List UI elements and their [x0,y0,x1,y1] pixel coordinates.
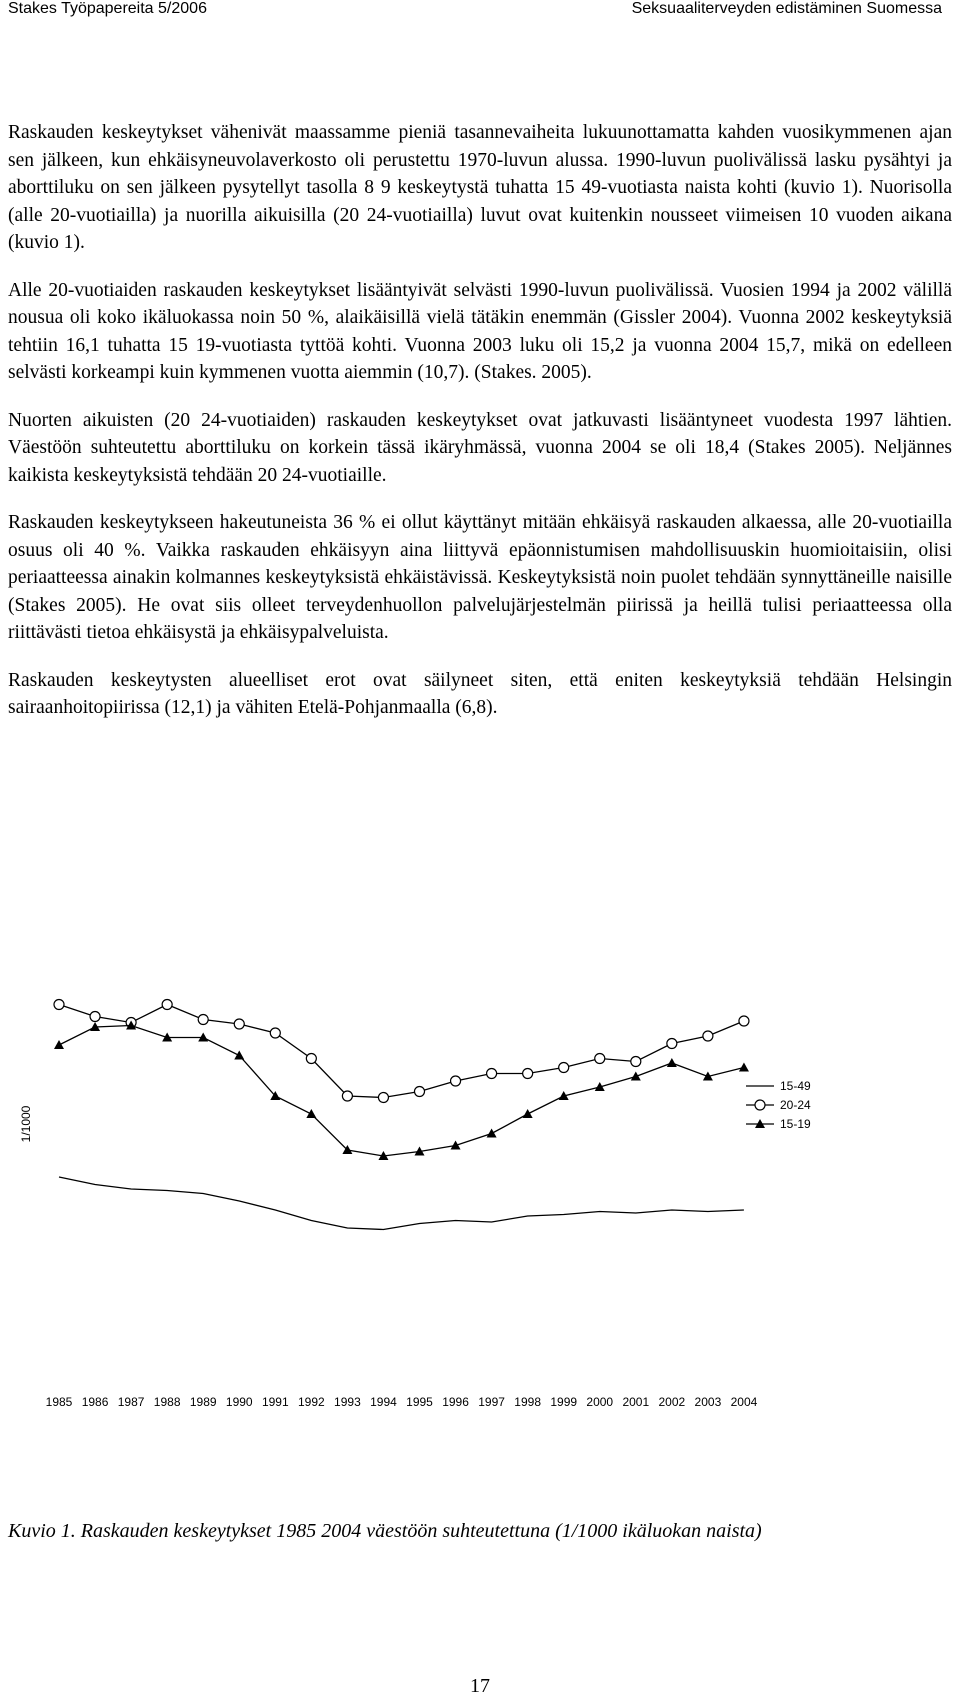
x-tick-labels [46,1395,758,1409]
x-tick-label: 1994 [370,1395,397,1409]
data-point [54,1000,64,1010]
x-tick-label: 1999 [550,1395,578,1409]
x-tick-label: 1988 [153,1395,181,1409]
data-point [667,1058,677,1067]
x-tick-label: 1985 [45,1395,73,1409]
x-tick-label: 1998 [514,1395,542,1409]
chart-legend [746,1079,811,1131]
x-tick-label: 2004 [730,1395,758,1409]
data-point [198,1015,208,1025]
header-publication: Stakes Työpapereita 5/2006 [8,0,207,17]
x-tick-label: 1986 [81,1395,109,1409]
series-15-19 [54,1021,749,1161]
data-point [487,1129,497,1138]
chart-svg [8,946,952,1486]
x-tick-label: 1990 [225,1395,253,1409]
page-header [0,0,960,22]
data-point [342,1091,352,1101]
data-point [631,1072,641,1081]
data-point [54,1040,64,1049]
paragraph: Raskauden keskeytysten alueelliset erot ovat säilyneet siten, että eniten keskeytyksiä tehdään Helsingin sairaanhoitopiirissa (12,1) ja vähiten Etelä-Pohjanmaalla (6,8). [8,669,952,718]
body-text [8,119,952,742]
abortion-rate-chart [8,946,952,1486]
data-point [631,1057,641,1067]
data-point [415,1087,425,1097]
data-point [487,1069,497,1079]
data-point [162,1000,172,1010]
data-point [270,1028,280,1038]
x-tick-label: 2000 [586,1395,614,1409]
series-15-49 [59,1177,744,1230]
legend-entry [746,1079,811,1093]
legend-label: 20-24 [780,1098,811,1112]
paragraph: Raskauden keskeytykseen hakeutuneista 36 % ei ollut käyttänyt mitään ehkäisyä raskauden alkaessa, alle 20-vuotiailla osuus oli 40 %. Vaikka raskauden ehkäisyyn aina liittyvä epäonnistumisen mahdollisuuskin huomioitaisiin, olisi periaatteessa ainakin kolmannes keskeytyksistä ehkäistävissä. Keskeytyksistä noin puolet tehdään synnyttäneille naisille (Stakes 2005). He ovat siis olleet terveydenhuollon palvelujärjestelmän piirissä ja heillä tulisi periaatteessa olla riittävästi tietoa ehkäisystä ja ehkäisypalveluista. [8,512,952,643]
data-point [90,1012,100,1022]
data-point [559,1063,569,1073]
data-point [234,1019,244,1029]
y-axis-label: 1/1000 [19,1105,33,1143]
x-tick-label: 1995 [406,1395,433,1409]
paragraph: Raskauden keskeytykset vähenivät maassamme pieniä tasannevaiheita lukuunottamatta kahden vuosikymmenen ajan sen jälkeen, kun ehkäisyneuvolaverkosto oli perustettu 1970-luvun alussa. 1990-luvun puolivälissä lasku pysähtyi ja aborttiluku on sen jälkeen pysytellyt tasolla 8 9 keskeytystä tuhatta 15 49-vuotiasta naista kohti (kuvio 1). Nuorisolla (alle 20-vuotiailla) ja nuorilla aikuisilla (20 24-vuotiailla) luvut ovat kuitenkin nousseet viimeisen 10 vuoden aikana (kuvio 1). [8,122,952,253]
data-point [378,1093,388,1103]
legend-entry [746,1098,811,1112]
paragraph: Alle 20-vuotiaiden raskauden keskeytykset lisääntyivät selvästi 1990-luvun puolivälissä. Vuosien 1994 ja 2002 välillä nousua oli koko ikäluokassa noin 50 %, alaikäisillä vielä tätäkin enemmän (Gissler 2004). Vuonna 2002 keskeytyksiä tehtiin 16,1 tuhatta 15 19-vuotiasta tyttöä kohti. Vuonna 2003 luku oli 15,2 ja vuonna 2004 15,7, mikä on edelleen selvästi korkeampi kuin kymmenen vuotta aiemmin (10,7). (Stakes. 2005). [8,279,952,383]
data-point [523,1069,533,1079]
x-tick-label: 2002 [658,1395,686,1409]
data-point [306,1054,316,1064]
x-tick-label: 2003 [694,1395,722,1409]
series-20-24 [54,1000,749,1103]
data-point [739,1063,749,1072]
legend-label: 15-49 [780,1079,811,1093]
x-tick-label: 1993 [334,1395,361,1409]
x-tick-label: 1997 [478,1395,505,1409]
legend-label: 15-19 [780,1117,811,1131]
data-point [523,1109,533,1118]
series-line [59,1005,744,1098]
data-point [595,1054,605,1064]
data-point [739,1016,749,1026]
paragraph: Nuorten aikuisten (20 24-vuotiaiden) raskauden keskeytykset ovat jatkuvasti lisääntyneet vuodesta 1997 lähtien. Väestöön suhteutettu aborttiluku on korkein tässä ikäryhmässä, vuonna 2004 se oli 18,4 (Stakes 2005). Neljännes kaikista keskeytyksistä tehdään 20 24-vuotiaille. [8,409,952,486]
data-point [234,1051,244,1060]
page-number: 17 [470,1675,490,1697]
x-tick-label: 1992 [297,1395,325,1409]
x-tick-label: 1987 [117,1395,145,1409]
plot-area [54,1000,749,1230]
x-tick-label: 1996 [442,1395,469,1409]
legend-marker [755,1100,765,1110]
header-title: Seksuaaliterveyden edistäminen Suomessa [631,0,942,17]
legend-entry [746,1117,811,1131]
x-tick-label: 2001 [622,1395,650,1409]
series-line [59,1177,744,1230]
x-tick-label: 1991 [261,1395,289,1409]
data-point [306,1109,316,1118]
data-point [451,1076,461,1086]
data-point [703,1031,713,1041]
figure-caption: Kuvio 1. Raskauden keskeytykset 1985 2004 väestöön suhteutettuna (1/1000 ikäluokan naista) [8,1520,762,1542]
data-point [667,1039,677,1049]
series-line [59,1026,744,1157]
x-tick-label: 1989 [189,1395,217,1409]
